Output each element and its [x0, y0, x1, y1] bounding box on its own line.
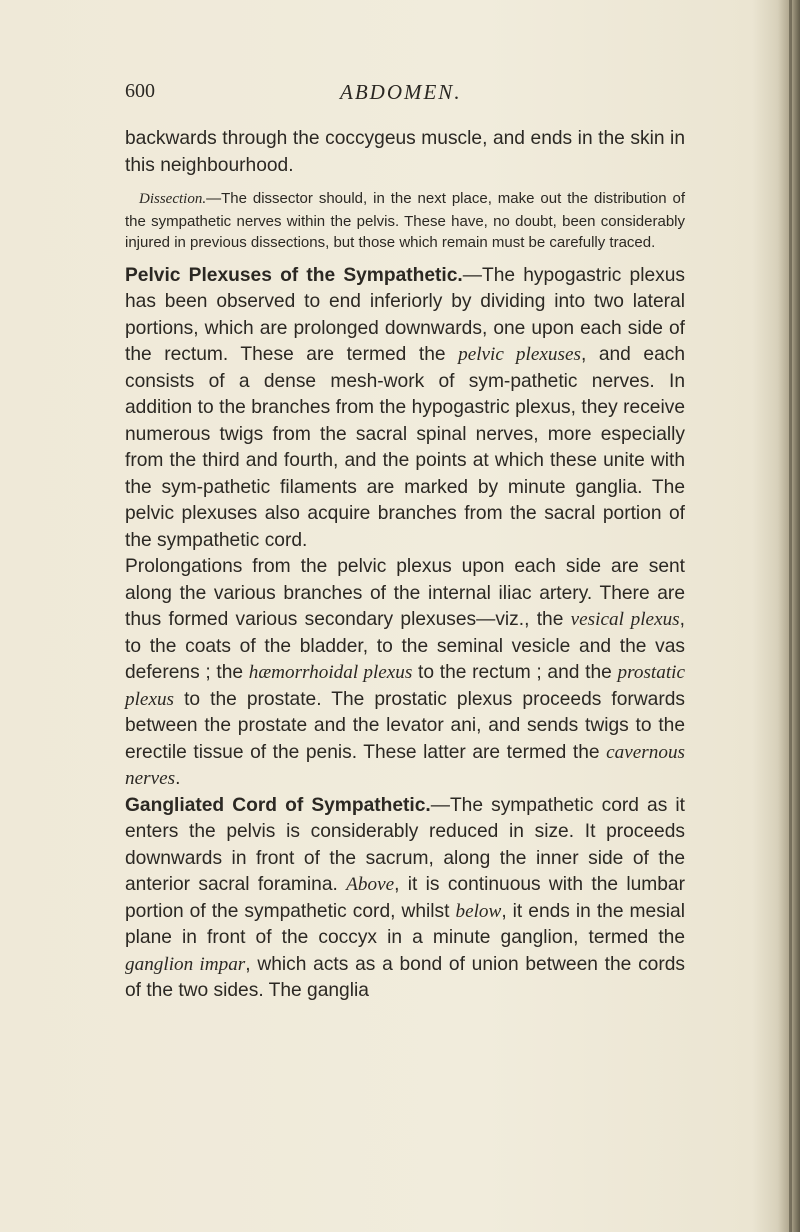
- binding-edge: [789, 0, 792, 1232]
- term-vesical-plexus: vesical plexus: [570, 609, 680, 630]
- section-heading-gangliated-cord: Gangliated Cord of Sympathetic.: [125, 794, 431, 816]
- paragraph-pelvic-plexuses: [125, 263, 685, 555]
- section-heading-pelvic-plexuses: Pelvic Plexuses of the Sympathetic.: [125, 264, 463, 286]
- paragraph-continuation: [125, 126, 685, 179]
- paragraph-text: .: [175, 768, 181, 789]
- term-cavernous-nerves: cavernous nerves: [125, 741, 685, 789]
- paragraph-text: , to the coats of the bladder, to the seminal vesicle and the vas deferens ; the: [125, 609, 685, 683]
- dissection-label: Dissection.: [139, 191, 207, 207]
- term-ganglion-impar: ganglion impar: [125, 953, 246, 975]
- paragraph-text: backwards through the coccygeus muscle, and ends in the skin in this neighbourhood.: [125, 128, 685, 176]
- running-head: ABDOMEN.: [340, 80, 462, 104]
- term-above: Above: [346, 874, 395, 895]
- dissection-note: [125, 188, 685, 254]
- term-prostatic-plexus: prostatic plexus: [125, 662, 686, 710]
- paragraph-text: Prolongations from the pelvic plexus upon each side are sent along the various branches of the internal iliac artery. There are thus formed various secondary plexuses—viz., the: [125, 556, 685, 630]
- paragraph-text: to the rectum ; and the: [412, 662, 618, 683]
- paragraph-text: , it is continuous with the lumbar portion of the sympathetic cord, whilst: [125, 874, 685, 922]
- paragraph-text: , which acts as a bond of union between the cords of the two sides. The ganglia: [125, 953, 685, 1001]
- paragraph-text: , it ends in the mesial plane in front of the coccyx in a minute ganglion, termed the: [125, 900, 685, 948]
- paragraph-text: —The hypogastric plexus has been observed to end inferiorly by dividing into two lateral portions, which are prolonged downwards, one upon each side of the rectum. These are termed the: [125, 264, 686, 365]
- paragraph-text: —The sympathetic cord as it enters the pelvis is considerably reduced in size. It proceeds downwards in front of the sacrum, along the inner side of the anterior sacral foramina.: [125, 794, 685, 895]
- paragraph-text: to the prostate. The prostatic plexus proceeds forwards between the prostate and the levator ani, and sends twigs to the erectile tissue of the penis. These latter are termed the: [125, 688, 685, 763]
- term-haemorrhoidal-plexus: hæmorrhoidal plexus: [248, 662, 413, 683]
- paragraph-text: , and each consists of a dense mesh-work of sym-pathetic nerves. In addition to the branches from the hypogastric plexus, they receive numerous twigs from the sacral spinal nerves, more especially from the third and fourth, and the points at which these unite with the sym-pathetic filaments are marked by minute ganglia. The pelvic plexuses also acquire branches from the sacral portion of the sympathetic cord.: [125, 344, 686, 551]
- paragraph-gangliated-cord: [125, 793, 685, 1005]
- body-text: [125, 126, 685, 1005]
- paragraph-prolongations: [125, 554, 685, 793]
- page-number: 600: [125, 80, 155, 102]
- term-pelvic-plexuses: pelvic plexuses: [458, 344, 581, 365]
- page-header: [125, 80, 685, 110]
- dissection-text: —The dissector should, in the next place, make out the distribution of the sympathetic nerves within the pelvis. These have, no doubt, been considerably injured in previous dissections, but those which remain must be carefully traced.: [125, 190, 685, 251]
- term-below: below: [455, 900, 502, 922]
